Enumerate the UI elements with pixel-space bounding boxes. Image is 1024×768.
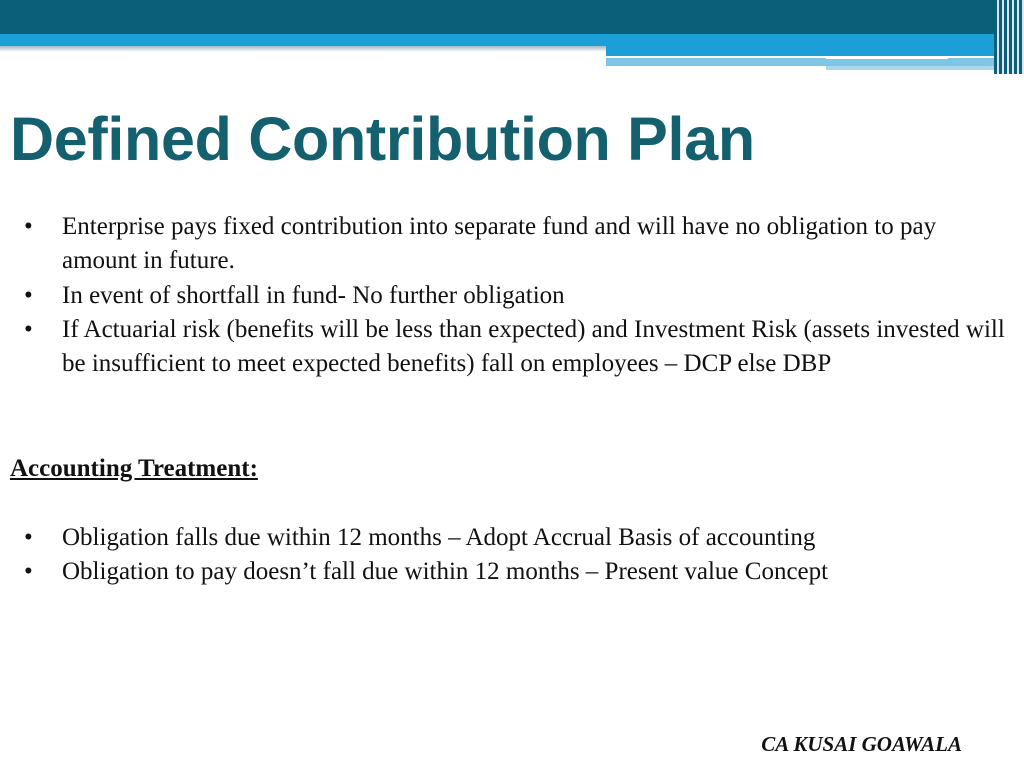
- bullet-text: In event of shortfall in fund- No further obligation: [62, 281, 565, 309]
- header-band-dark: [0, 0, 1024, 34]
- bullet-item: [0, 555, 1012, 589]
- bullet-text: Enterprise pays fixed contribution into separate fund and will have no obligation to pay amount in future.: [62, 213, 937, 275]
- bullet-dot: •: [24, 558, 33, 586]
- bullet-list-top: [0, 210, 1012, 381]
- header-band-step: [606, 44, 1010, 56]
- bullet-dot: •: [24, 315, 33, 343]
- bullet-item: [0, 521, 1012, 555]
- bullet-item: [0, 279, 1012, 313]
- bullet-dot: •: [24, 524, 33, 551]
- bullet-item: [0, 210, 1012, 279]
- bullet-dot: •: [24, 281, 33, 309]
- header-stripe-thin: [826, 66, 1006, 70]
- footer-author: CA KUSAI GOAWALA: [761, 732, 962, 756]
- header-vertical-bars: [994, 0, 1024, 74]
- header-highlight-line: [826, 56, 948, 59]
- section-heading: Accounting Treatment:: [10, 455, 258, 482]
- bullet-text: Obligation to pay doesn’t fall due within 12 months – Present value Concept: [62, 558, 829, 586]
- header-stripe: [606, 58, 1006, 66]
- bullet-text: If Actuarial risk (benefits will be less than expected) and Investment Risk (assets invested will be insufficient to meet expected benefits) fall on employees – DCP else DBP: [62, 315, 1005, 378]
- slide-title: Defined Contribution Plan: [10, 105, 755, 173]
- bullet-text: Obligation falls due within 12 months – Adopt Accrual Basis of accounting: [62, 524, 816, 551]
- bullet-list-bottom: [0, 521, 1012, 590]
- bullet-item: [0, 313, 1012, 382]
- header-shadow: [0, 46, 610, 52]
- bullet-dot: •: [24, 213, 33, 240]
